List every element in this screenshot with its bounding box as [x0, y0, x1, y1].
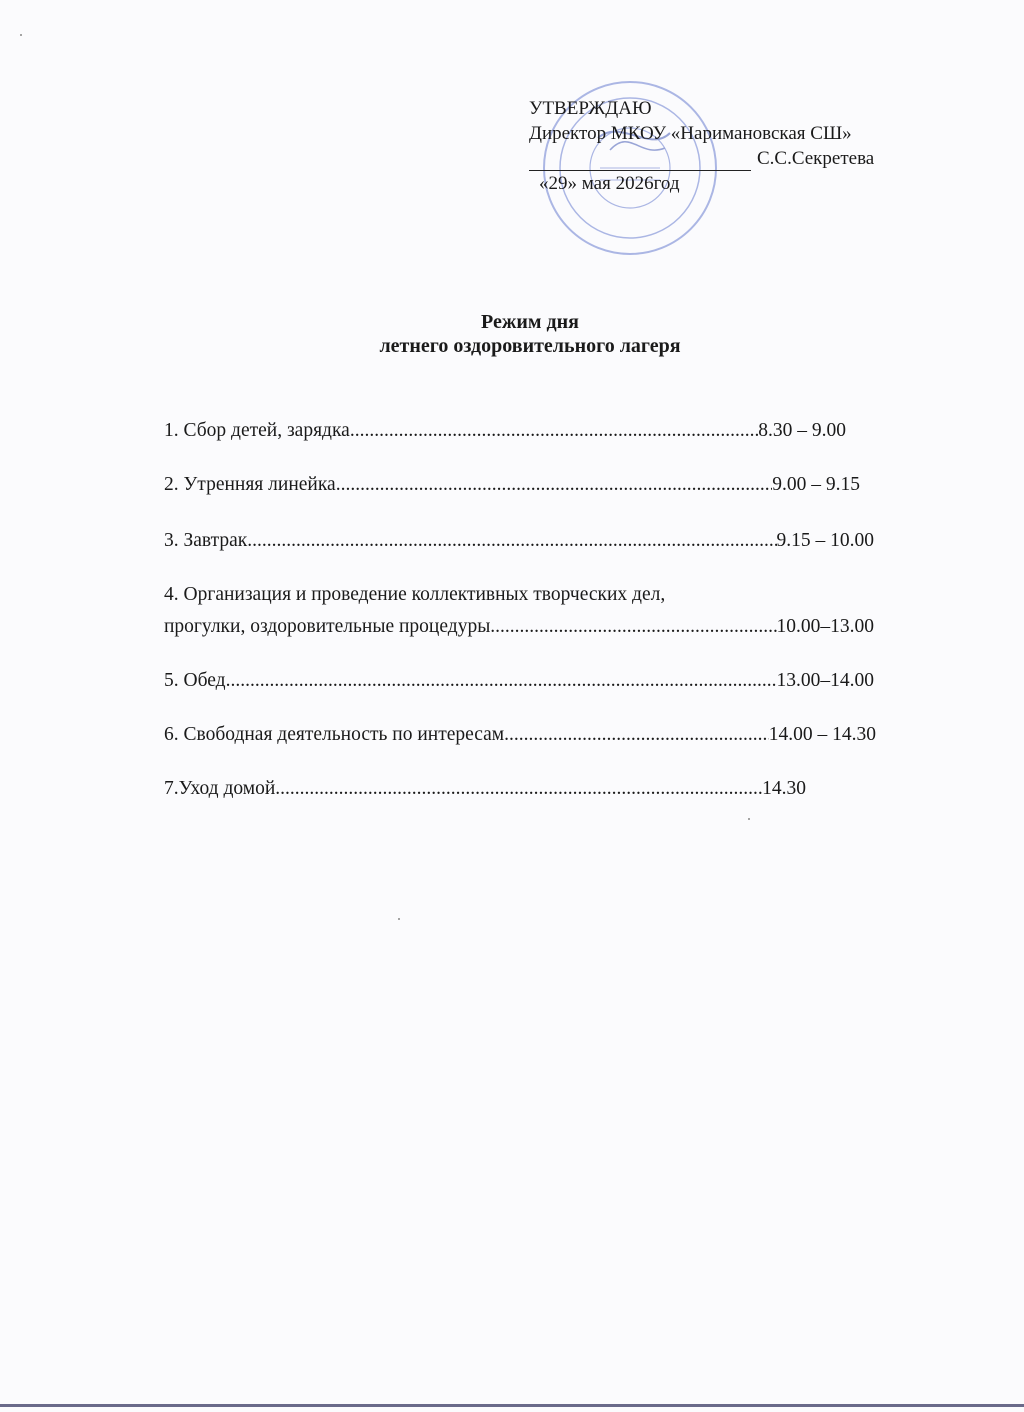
schedule-item-2	[164, 472, 860, 497]
approval-date: «29» мая 2026год	[539, 173, 680, 194]
signature-blank	[529, 151, 751, 171]
scan-bottom-edge	[0, 1404, 1024, 1407]
scan-speck	[748, 818, 750, 820]
scan-speck	[398, 918, 400, 920]
approval-heading: УТВЕРЖДАЮ	[529, 98, 652, 119]
schedule-item-5	[164, 668, 874, 693]
approval-signature-line	[529, 146, 929, 171]
schedule-item-time: 14.00 – 14.30	[768, 724, 876, 745]
leader-dots	[275, 776, 762, 801]
schedule-item-time: 9.00 – 9.15	[772, 474, 860, 495]
approval-signer: С.С.Секретева	[757, 148, 875, 169]
scan-speck	[20, 34, 22, 36]
schedule-item-label: 1. Сбор детей, зарядка	[164, 420, 350, 441]
schedule-item-time: 13.00–14.00	[776, 670, 874, 691]
schedule-item-label: 2. Утренняя линейка	[164, 474, 336, 495]
schedule-item-label: 6. Свободная деятельность по интересам	[164, 724, 505, 745]
schedule-item-time: 10.00–13.00	[776, 616, 874, 637]
document-title: Режим дня	[481, 311, 579, 333]
schedule-item-1	[164, 418, 846, 443]
approval-block	[529, 96, 929, 196]
leader-dots	[336, 472, 773, 497]
schedule-item-time: 9.15 – 10.00	[776, 530, 874, 551]
schedule-item-time: 8.30 – 9.00	[758, 420, 846, 441]
schedule-item-4	[164, 582, 874, 639]
schedule-item-4-row	[164, 614, 874, 639]
document-subtitle: летнего оздоровительного лагеря	[379, 335, 681, 357]
schedule-item-label: прогулки, оздоровительные процедуры	[164, 616, 491, 637]
schedule-item-label: 3. Завтрак	[164, 530, 248, 551]
leader-dots	[226, 668, 777, 693]
schedule-item-label: 7.Уход домой	[164, 778, 276, 799]
approval-position: Директор МКОУ «Наримановская СШ»	[529, 123, 852, 144]
schedule-item-time: 14.30	[762, 778, 806, 799]
schedule-item-3	[164, 528, 874, 553]
leader-dots	[350, 418, 758, 443]
schedule-item-6	[164, 722, 876, 747]
leader-dots	[490, 614, 776, 639]
schedule-item-7	[164, 776, 806, 801]
leader-dots	[247, 528, 776, 553]
schedule-item-label-line1: 4. Организация и проведение коллективных творческих дел,	[164, 584, 666, 605]
schedule-item-label: 5. Обед	[164, 670, 226, 691]
leader-dots	[504, 722, 769, 747]
